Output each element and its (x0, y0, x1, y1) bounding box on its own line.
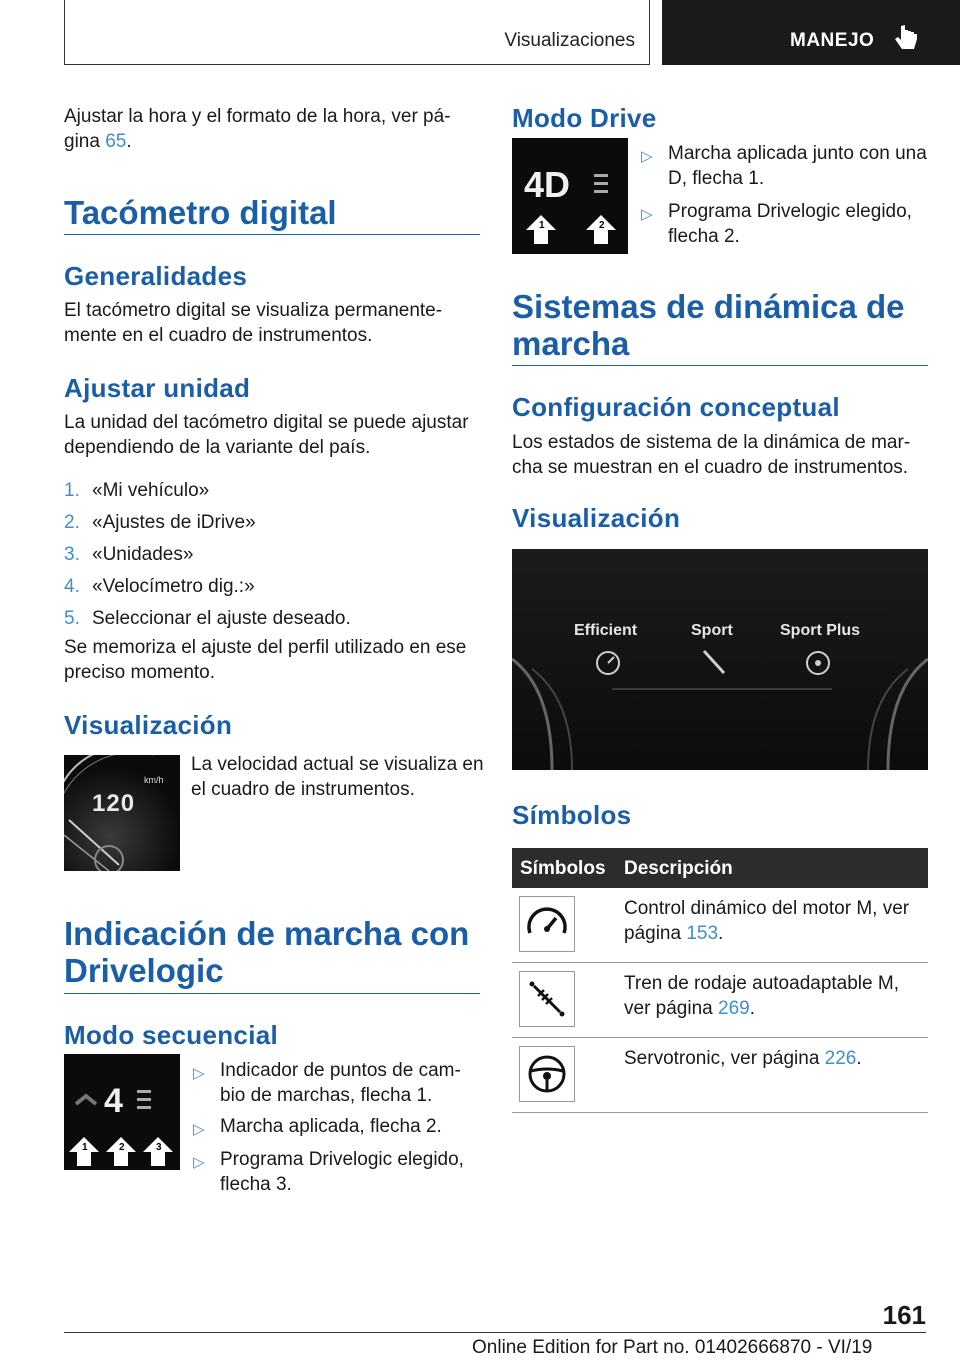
symbol-row-2-text: Tren de rodaje autoadaptable M, ver página 269. (624, 973, 899, 1019)
col-header-simbolos: Símbolos (520, 858, 606, 879)
table-row-divider (512, 962, 928, 963)
gauge-icon (519, 896, 575, 952)
heading-rule (512, 365, 928, 366)
mode-label-sport: Sport (691, 622, 733, 639)
ajustar-text: La unidad del tacómetro digital se puede ajustar dependiendo de la variante del país. (64, 412, 469, 458)
step-2: 2. «Ajustes de iDrive» (64, 512, 256, 533)
ajustar-steps (64, 475, 351, 635)
step-5: 5. Seleccionar el ajuste deseado. (64, 608, 351, 629)
secuencial-bullet-2: Marcha aplicada, flecha 2. (220, 1116, 442, 1137)
header-section-title: Visualizaciones (504, 30, 635, 51)
bullet-triangle-icon: ▷ (641, 148, 653, 165)
hand-pointer-icon (894, 24, 920, 52)
col-header-descripcion: Descripción (624, 858, 733, 879)
tacometro-heading: Tacómetro digital (64, 194, 337, 231)
arrow-number-2: 2 (599, 220, 605, 231)
generalidades-heading: Generalidades (64, 261, 248, 291)
footer-edition: Online Edition for Part no. 01402666870 - VI/19 (472, 1337, 873, 1358)
speed-unit: km/h (144, 775, 164, 785)
secuencial-bullet-3: Programa Drivelogic elegido, flecha 3. (220, 1149, 464, 1195)
driving-modes-image (512, 549, 928, 770)
ajustar-after-text: Se memoriza el ajuste del perfil utilizado en ese preciso momento. (64, 637, 467, 683)
heading-rule (64, 234, 480, 235)
mode-label-sport-plus: Sport Plus (780, 622, 861, 639)
page-link-226[interactable]: 226 (824, 1048, 857, 1069)
drive-bullet-2: Programa Drivelogic elegido, flecha 2. (668, 201, 912, 247)
visualizacion-right-heading: Visualización (512, 503, 681, 533)
table-row-divider (512, 1037, 928, 1038)
arrow-number-1: 1 (539, 220, 545, 231)
secuencial-bullet-1: Indicador de puntos de cam‐ bio de marchas, flecha 1. (220, 1060, 461, 1106)
intro-text: Ajustar la hora y el formato de la hora, ver pá‐ gina 65. (64, 106, 451, 152)
bullet-triangle-icon: ▷ (193, 1154, 205, 1171)
header-section-box (64, 0, 650, 65)
drive-heading: Modo Drive (512, 103, 657, 133)
sequential-gear: 4 (104, 1082, 123, 1120)
config-text: Los estados de sistema de la dinámica de mar‐ cha se muestran en el cuadro de instrumentos. (512, 432, 911, 478)
footer-rule (64, 1332, 926, 1333)
arrow-number-1: 1 (82, 1142, 88, 1153)
page-link-153[interactable]: 153 (686, 923, 719, 944)
step-4: 4. «Velocímetro dig.:» (64, 576, 255, 597)
bullet-triangle-icon: ▷ (193, 1121, 205, 1138)
simbolos-heading: Símbolos (512, 800, 632, 830)
heading-rule (64, 993, 480, 994)
ajustar-heading: Ajustar unidad (64, 373, 251, 403)
mode-label-efficient: Efficient (574, 622, 638, 639)
shock-absorber-icon (519, 971, 575, 1027)
symbol-row-1-text: Control dinámico del motor M, ver página 153. (624, 898, 910, 944)
visualizacion-left-heading: Visualización (64, 710, 233, 740)
header-chapter-box (662, 0, 960, 65)
table-row-divider (512, 1112, 928, 1113)
speedometer-image (64, 755, 180, 871)
sequential-mode-image (64, 1054, 180, 1170)
arrow-number-2: 2 (119, 1142, 125, 1153)
generalidades-text: El tacómetro digital se visualiza permanente‐ mente en el cuadro de instrumentos. (64, 300, 443, 346)
bullet-triangle-icon: ▷ (193, 1065, 205, 1082)
page-number: 161 (882, 1300, 926, 1330)
secuencial-heading: Modo secuencial (64, 1020, 278, 1050)
step-1: 1. «Mi vehículo» (64, 480, 210, 501)
step-3: 3. «Unidades» (64, 544, 194, 565)
drive-bullet-1: Marcha aplicada junto con una D, flecha 1. (668, 143, 927, 189)
drive-gear: 4D (524, 164, 571, 205)
visualizacion-left-text: La velocidad actual se visualiza en el cuadro de instrumentos. (191, 754, 484, 800)
speed-value: 120 (92, 790, 136, 817)
drive-mode-image (512, 138, 628, 254)
sistemas-heading: Sistemas de dinámica de marcha (512, 288, 905, 362)
config-heading: Configuración conceptual (512, 392, 840, 422)
arrow-number-3: 3 (156, 1142, 162, 1153)
page-link-65[interactable]: 65 (105, 131, 127, 152)
header-chapter-title: MANEJO (790, 30, 875, 51)
symbols-table-header (512, 848, 928, 888)
indicacion-heading: Indicación de marcha con Drivelogic (64, 915, 470, 989)
symbol-row-3-text: Servotronic, ver página 226. (624, 1048, 862, 1069)
page-link-269[interactable]: 269 (718, 998, 750, 1019)
steering-wheel-icon (519, 1046, 575, 1102)
bullet-triangle-icon: ▷ (641, 206, 653, 223)
